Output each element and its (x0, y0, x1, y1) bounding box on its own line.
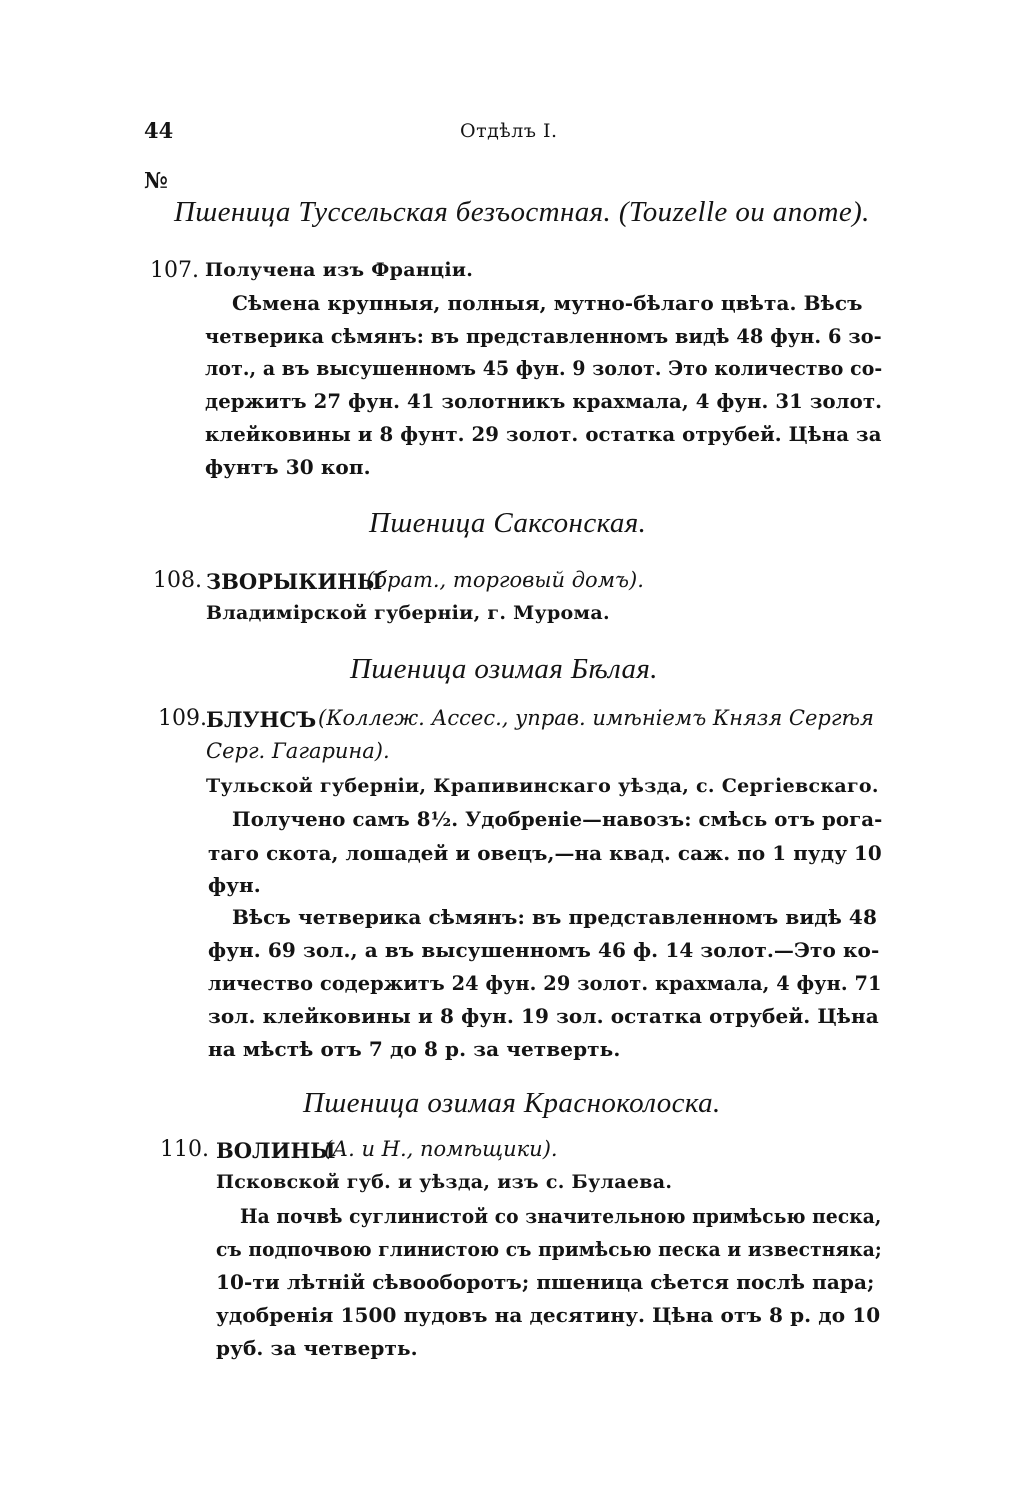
section-heading-red-spike: Пшеница озимая Красноколоска. (303, 1087, 721, 1119)
entry-text-line: на мѣстѣ отъ 7 до 8 р. за четверть. (208, 1037, 621, 1061)
entry-text-line: руб. за четверть. (216, 1336, 418, 1360)
entry-name-108: ЗВОРЫКИНЫ (206, 569, 383, 594)
section-heading-touzelle: Пшеница Туссельская безъостная. (Touzelle ou anome). (174, 196, 870, 228)
entry-text-line: зол. клейковины и 8 фун. 19 зол. остатка отрубей. Цѣна (208, 1004, 879, 1028)
entry-location-108: Владимірской губерніи, г. Мурома. (206, 602, 610, 624)
entry-note-109: (Коллеж. Ассес., управ. имѣніемъ Князя Сергѣя (318, 706, 874, 730)
entry-number-109: 109. (158, 706, 207, 731)
entry-text-line: личество содержитъ 24 фун. 29 золот. крахмала, 4 фун. 71 (208, 971, 882, 995)
entry-text-line: фун. (208, 873, 261, 897)
entry-text-line: четверика сѣмянъ: въ представленномъ видѣ 48 фун. 6 зо- (205, 324, 882, 348)
page-number: 44 (144, 118, 174, 143)
entry-text-line: фун. 69 зол., а въ высушенномъ 46 ф. 14 золот.—Это ко- (208, 938, 880, 962)
entry-text-line: держитъ 27 фун. 41 золотникъ крахмала, 4 фун. 31 золот. (205, 389, 883, 413)
entry-text-line: удобренія 1500 пудовъ на десятину. Цѣна отъ 8 р. до 10 (216, 1303, 881, 1327)
entry-note-108: (брат., торговый домъ). (366, 568, 644, 592)
entry-text-line: клейковины и 8 фунт. 29 золот. остатка отрубей. Цѣна за (205, 422, 882, 446)
number-column-sign: № (144, 168, 168, 194)
entry-source-107: Получена изъ Франціи. (205, 259, 474, 281)
entry-number-107: 107. (150, 258, 199, 283)
entry-number-110: 110. (160, 1137, 209, 1162)
entry-text-line: Получено самъ 8½. Удобреніе—навозъ: смѣсь отъ рога- (232, 807, 883, 831)
section-heading-winter-white: Пшеница озимая Бѣлая. (350, 653, 658, 685)
entry-location-109: Тульской губерніи, Крапивинскаго уѣзда, с. Сергіевскаго. (206, 775, 879, 797)
entry-text-line: лот., а въ высушенномъ 45 фун. 9 золот. Это количество со- (205, 356, 883, 380)
running-title: Отдѣлъ I. (460, 120, 558, 142)
entry-text-line: таго скота, лошадей и овецъ,—на квад. саж. по 1 пуду 10 (208, 841, 882, 865)
entry-text-line: 10-ти лѣтній сѣвооборотъ; пшеница сѣется послѣ пара; (216, 1270, 875, 1294)
entry-note-109-cont: Серг. Гагарина). (206, 739, 390, 763)
entry-text-line: Сѣмена крупныя, полныя, мутно-бѣлаго цвѣта. Вѣсъ (232, 291, 863, 315)
entry-name-109: БЛУНСЪ (206, 707, 317, 732)
entry-text-line: съ подпочвою глинистою съ примѣсью песка и известняка; (216, 1237, 882, 1261)
entry-text-line: фунтъ 30 коп. (205, 455, 371, 479)
entry-number-108: 108. (153, 568, 202, 593)
entry-location-110: Псковской губ. и уѣзда, изъ с. Булаева. (216, 1171, 673, 1193)
entry-text-line: На почвѣ суглинистой со значительною примѣсью песка, (240, 1204, 882, 1228)
entry-text-line: Вѣсъ четверика сѣмянъ: въ представленномъ видѣ 48 (232, 905, 877, 929)
entry-name-110: ВОЛИНЫ (216, 1138, 336, 1163)
section-heading-saxon: Пшеница Саксонская. (369, 507, 647, 539)
entry-note-110: (А. и Н., помѣщики). (324, 1137, 558, 1161)
